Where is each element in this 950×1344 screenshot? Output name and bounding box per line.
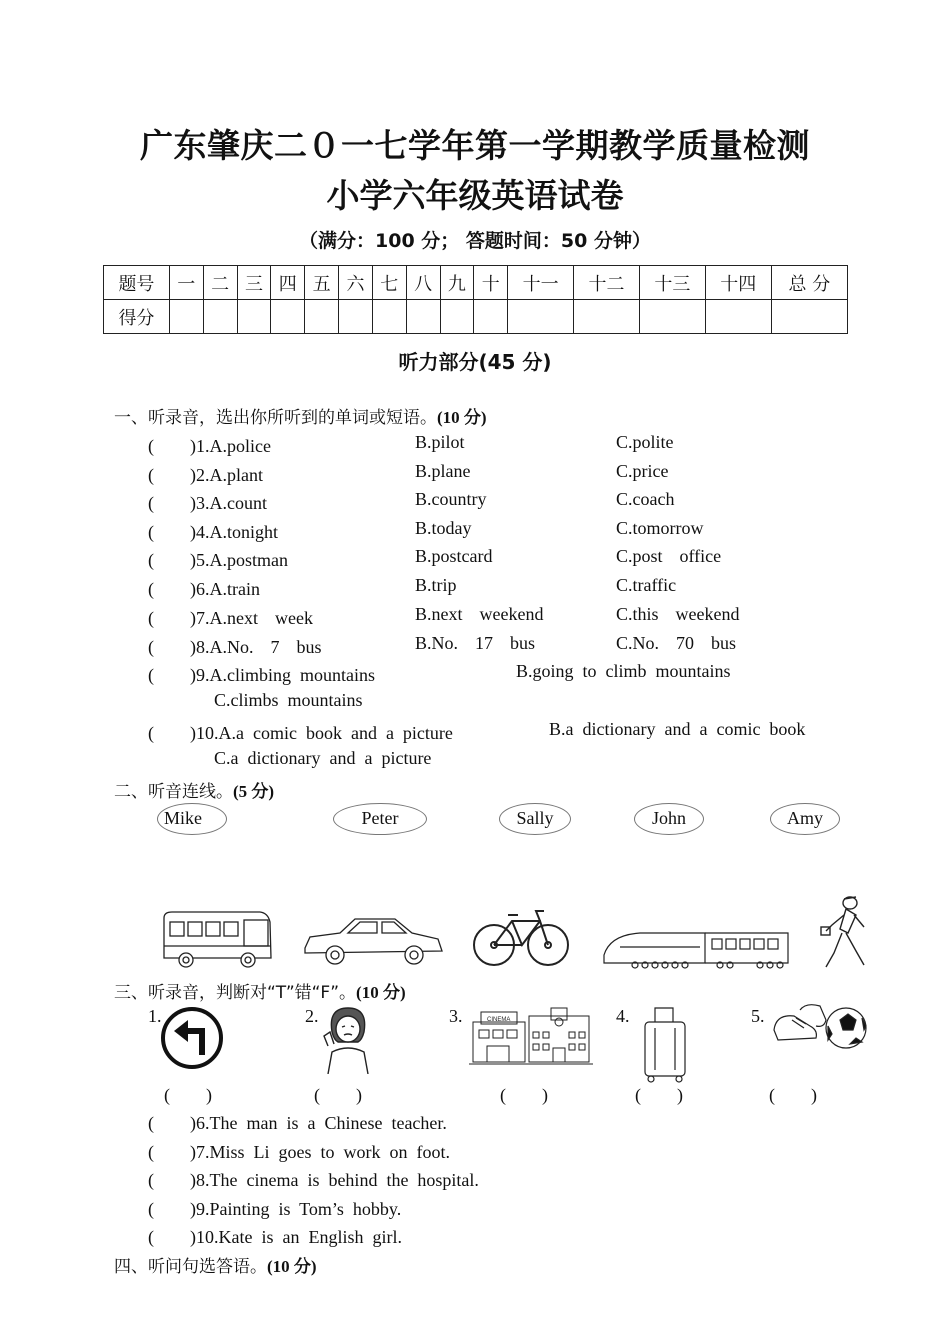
section-2-title: 二、听音连线。 xyxy=(114,782,233,802)
score-row-label: 得分 xyxy=(104,300,170,334)
answer-blank-2[interactable]: ( ) xyxy=(314,1085,362,1105)
score-input-cell[interactable] xyxy=(339,300,373,334)
q1-a: ( )1.A.police xyxy=(148,436,271,456)
title-line-2: 小学六年级英语试卷 xyxy=(326,176,624,215)
score-cell: 二 xyxy=(203,266,237,300)
name-oval-sally[interactable]: Sally xyxy=(499,803,571,835)
q3-b: B.country xyxy=(415,489,487,509)
score-table-header-row xyxy=(104,266,848,300)
section-3-title: 三、听录音，判断对“T”错“F”。 xyxy=(114,983,357,1003)
q9-a: ( )9.A.climbing mountains xyxy=(148,665,375,685)
name-oval-john[interactable]: John xyxy=(634,803,704,835)
suitcase-picture xyxy=(637,1004,691,1084)
section-3-points: (10 分) xyxy=(356,983,406,1002)
q1-c: C.polite xyxy=(616,432,674,452)
section-1-points: (10 分) xyxy=(437,408,487,427)
q6-b: B.trip xyxy=(415,575,457,595)
pic-number-2: 2. xyxy=(305,1006,319,1026)
score-cell: 一 xyxy=(169,266,203,300)
tf-item-8: ( )8.The cinema is behind the hospital. xyxy=(148,1170,479,1190)
section-4-points: (10 分) xyxy=(267,1257,317,1276)
q7-a: ( )7.A.next week xyxy=(148,608,313,628)
q3-a: ( )3.A.count xyxy=(148,493,267,513)
q6-a: ( )6.A.train xyxy=(148,579,260,599)
score-cell: 四 xyxy=(271,266,305,300)
score-cell: 九 xyxy=(440,266,474,300)
q1-b: B.pilot xyxy=(415,432,465,452)
pic-number-5: 5. xyxy=(751,1006,765,1026)
score-input-cell[interactable] xyxy=(305,300,339,334)
q5-a: ( )5.A.postman xyxy=(148,550,288,570)
section-4-heading xyxy=(114,1252,317,1277)
score-cell: 十 xyxy=(474,266,508,300)
answer-blank-3[interactable]: ( ) xyxy=(500,1085,548,1105)
bus-picture xyxy=(160,908,275,970)
q6-c: C.traffic xyxy=(616,575,677,595)
score-time-subtitle: （满分：100 分； 答题时间：50 分钟） xyxy=(299,230,651,252)
q5-c: C.post office xyxy=(616,546,722,566)
score-table-score-row xyxy=(104,300,848,334)
cinema-and-hospital-picture xyxy=(469,1002,593,1066)
shoes-and-football-picture xyxy=(770,1000,870,1054)
pic-number-1: 1. xyxy=(148,1006,162,1026)
listening-section-title: 听力部分(45 分) xyxy=(398,350,552,374)
answer-blank-1[interactable]: ( ) xyxy=(164,1085,212,1105)
score-input-cell[interactable] xyxy=(237,300,271,334)
q8-a: ( )8.A.No. 7 bus xyxy=(148,637,322,657)
score-input-cell[interactable] xyxy=(406,300,440,334)
tf-item-10: ( )10.Kate is an English girl. xyxy=(148,1227,402,1247)
score-input-cell[interactable] xyxy=(771,300,847,334)
answer-blank-5[interactable]: ( ) xyxy=(769,1085,817,1105)
tf-item-9: ( )9.Painting is Tom’s hobby. xyxy=(148,1199,402,1219)
score-input-cell[interactable] xyxy=(574,300,640,334)
title-line-1: 广东肇庆二０一七学年第一学期教学质量检测 xyxy=(140,126,810,165)
name-oval-amy[interactable]: Amy xyxy=(770,803,840,835)
score-input-cell[interactable] xyxy=(169,300,203,334)
sick-girl-picture xyxy=(318,1002,376,1074)
score-cell: 十一 xyxy=(508,266,574,300)
car-picture xyxy=(300,913,445,968)
q8-c: C.No. 70 bus xyxy=(616,633,737,653)
score-input-cell[interactable] xyxy=(271,300,305,334)
score-cell: 十四 xyxy=(705,266,771,300)
train-picture xyxy=(600,925,792,971)
score-input-cell[interactable] xyxy=(203,300,237,334)
score-input-cell[interactable] xyxy=(639,300,705,334)
q10-b: B.a dictionary and a comic book xyxy=(549,719,806,739)
q9-b: B.going to climb mountains xyxy=(516,661,731,681)
score-cell: 十二 xyxy=(574,266,640,300)
tf-item-6: ( )6.The man is a Chinese teacher. xyxy=(148,1113,447,1133)
score-input-cell[interactable] xyxy=(474,300,508,334)
score-cell: 七 xyxy=(372,266,406,300)
q8-b: B.No. 17 bus xyxy=(415,633,536,653)
walking-man-picture xyxy=(818,893,872,971)
score-input-cell[interactable] xyxy=(705,300,771,334)
name-oval-peter[interactable]: Peter xyxy=(333,803,427,835)
score-cell: 八 xyxy=(406,266,440,300)
score-cell: 五 xyxy=(305,266,339,300)
q5-b: B.postcard xyxy=(415,546,493,566)
svg-text:CINEMA: CINEMA xyxy=(487,1017,511,1023)
turn-left-sign-icon xyxy=(160,1005,226,1071)
bicycle-picture xyxy=(472,907,572,969)
score-cell: 十三 xyxy=(639,266,705,300)
q9-c: C.climbs mountains xyxy=(214,690,363,710)
pic-number-3: 3. xyxy=(449,1006,463,1026)
section-1-title: 一、听录音，选出你所听到的单词或短语。 xyxy=(114,408,437,428)
q3-c: C.coach xyxy=(616,489,675,509)
section-1-heading xyxy=(114,403,487,428)
name-oval-mike[interactable]: Mike xyxy=(157,803,227,835)
score-cell: 题号 xyxy=(104,266,170,300)
q7-b: B.next weekend xyxy=(415,604,544,624)
q4-a: ( )4.A.tonight xyxy=(148,522,278,542)
score-table xyxy=(103,265,848,334)
q10-c: C.a dictionary and a picture xyxy=(214,748,432,768)
section-4-title: 四、听问句选答语。 xyxy=(114,1257,267,1277)
pic-number-4: 4. xyxy=(616,1006,630,1026)
q10-a: ( )10.A.a comic book and a picture xyxy=(148,723,453,743)
score-input-cell[interactable] xyxy=(372,300,406,334)
score-cell: 三 xyxy=(237,266,271,300)
q2-c: C.price xyxy=(616,461,669,481)
section-2-points: (5 分) xyxy=(233,782,275,801)
answer-blank-4[interactable]: ( ) xyxy=(635,1085,683,1105)
q4-c: C.tomorrow xyxy=(616,518,704,538)
q7-c: C.this weekend xyxy=(616,604,740,624)
section-3-heading xyxy=(114,978,406,1003)
q2-a: ( )2.A.plant xyxy=(148,465,263,485)
section-2-heading xyxy=(114,777,274,802)
tf-item-7: ( )7.Miss Li goes to work on foot. xyxy=(148,1142,450,1162)
score-input-cell[interactable] xyxy=(440,300,474,334)
score-input-cell[interactable] xyxy=(508,300,574,334)
score-cell: 总 分 xyxy=(771,266,847,300)
q2-b: B.plane xyxy=(415,461,471,481)
score-cell: 六 xyxy=(339,266,373,300)
q4-b: B.today xyxy=(415,518,472,538)
